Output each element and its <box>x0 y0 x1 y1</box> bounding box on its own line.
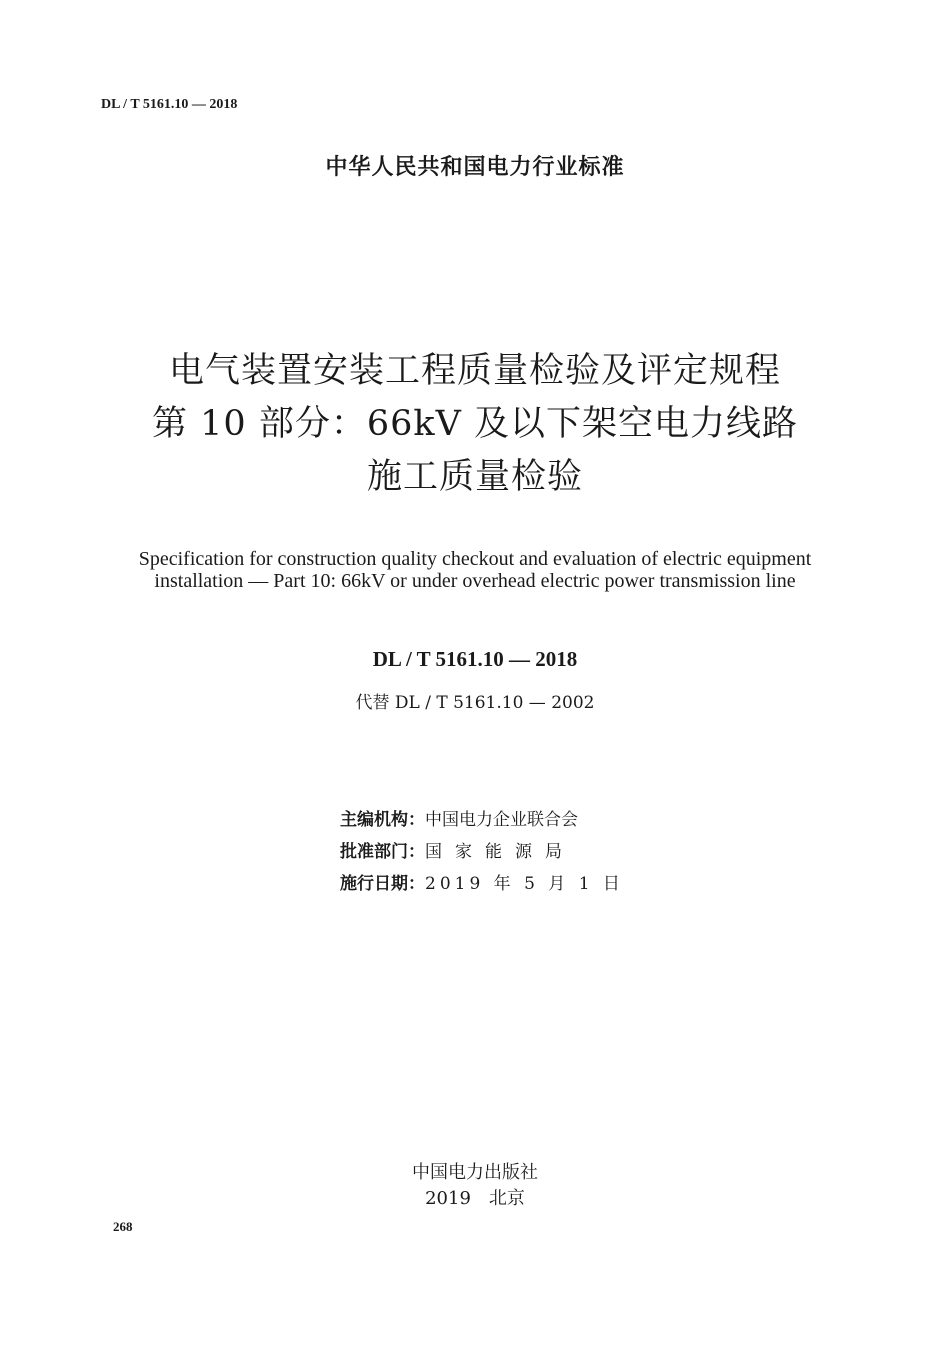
title-line-2: 第 10 部分：66kV 及以下架空电力线路 <box>152 404 798 444</box>
english-title-line-2: installation — Part 10: 66kV or under overhead electric power transmission line <box>154 570 796 592</box>
editor-value: 中国电力企业联合会 <box>425 810 578 830</box>
publisher-year-city <box>0 1184 950 1210</box>
header-standard-code: DL / T 5161.10 — 2018 <box>101 97 238 112</box>
publisher-city: 北京 <box>488 1188 525 1209</box>
approver-label: 批准部门： <box>340 842 425 862</box>
standard-category: 中华人民共和国电力行业标准 <box>325 155 625 180</box>
replaces-standard: 代替 DL / T 5161.10 — 2002 <box>355 693 595 713</box>
english-title-line-1: Specification for construction quality checkout and evaluation of electric equipment <box>138 548 812 570</box>
page-number: 268 <box>113 1219 133 1234</box>
title-line-3: 施工质量检验 <box>366 457 583 497</box>
editor-row <box>340 809 578 831</box>
approver-value: 国家能源局 <box>425 842 575 862</box>
date-value: 2019 年 5 月 1 日 <box>425 874 624 894</box>
approver-row <box>340 841 575 863</box>
date-row <box>340 873 624 895</box>
editor-label: 主编机构： <box>340 810 425 830</box>
date-label: 施行日期： <box>340 874 425 894</box>
standard-code: DL / T 5161.10 — 2018 <box>372 647 578 671</box>
title-line-1: 电气装置安装工程质量检验及评定规程 <box>168 351 781 391</box>
publisher-year: 2019 <box>425 1188 471 1209</box>
publisher-name: 中国电力出版社 <box>412 1162 538 1183</box>
